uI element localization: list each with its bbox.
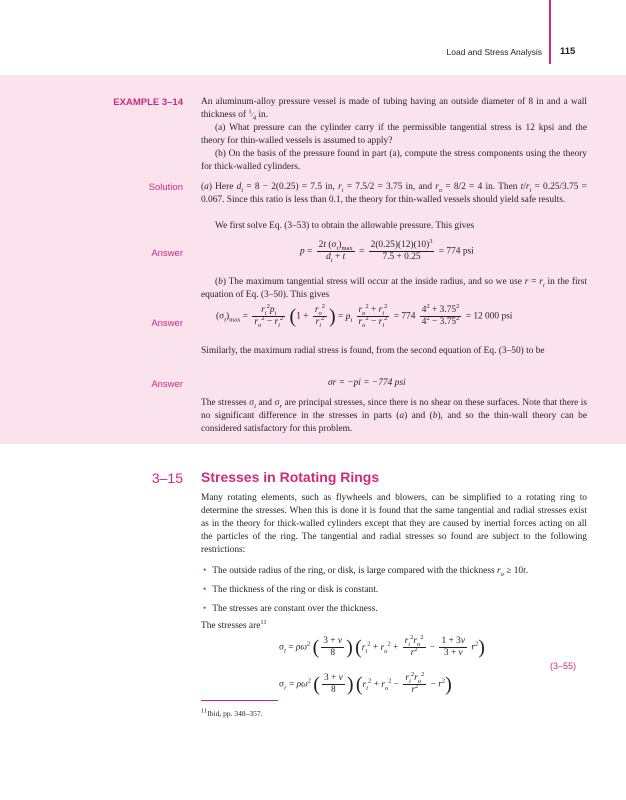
bullet-item-1: • The outside radius of the ring, or disk, is large compared with the thickness $r_o \ge 10t$. <box>203 566 529 578</box>
stresses-are-text <box>201 620 267 633</box>
bullet-item-2: • The thickness of the ring or disk is constant. <box>203 585 379 595</box>
example-problem-intro: An aluminum-alloy pressure vessel is made of tubing having an outside diameter of 8 in and a wall thickness of $^1⁄_4$ in. <box>201 97 587 122</box>
solution-paragraph-2: We first solve Eq. (3–53) to obtain the allowable pressure. This gives <box>215 221 475 231</box>
equation-radial-rotating: $\sigma_r = \rho\omega^2$ ( $\frac{3 + \nu}{8}$ ) ($r_i^2 + r_o^2$ − $\frac{r_i^2r_o^2}{r^2}$ − $r^2$) <box>279 670 452 696</box>
answer-label-1: Answer <box>151 248 183 259</box>
example-part-b: (b) On the basis of the pressure found in part (a), compute the stress components using the theory for thick-walled cylinders. <box>201 149 587 172</box>
section-number: 3–15 <box>151 470 183 486</box>
section-title: Stresses in Rotating Rings <box>201 469 380 485</box>
footnote-text: Ibid, pp. 348–357. <box>207 709 263 718</box>
answer-label-3: Answer <box>151 379 183 390</box>
eq1-result: = 774 psi <box>438 246 474 257</box>
closing-paragraph: The stresses $\sigma_t$ and $\sigma_r$ are principal stresses, since there is no shear on these surfaces. Note that there is no significant difference in the stresses in parts (a) and (b), and so the thin-wall theory can be considered satisfactory for this problem. <box>201 398 588 434</box>
eq2-result: = 12 000 psi <box>465 311 513 322</box>
equation-max-tangential-stress: $(\sigma_t)_{max}$ = $\frac{r_i^2p_i}{r_o^2 - r_i^2}$ (1 + $\frac{r_o^2}{r_i^2}$ ) = $p_i$ $\frac{r_o^2 + r_i^2}{r_o^2 - r_i^2}$ = 774 $\frac{4^2 + 3.75^2}{4^2 - 3.75^2}$ = 12 000 psi <box>216 302 513 329</box>
bullet-item-3: • The stresses are constant over the thickness. <box>203 604 378 614</box>
solution-paragraph: (a) Here $d_i = 8 - 2(0.25) = 7.5$ in, $r_i = 7.5/2 = 3.75$ in, and $r_o = 8/2 = 4$ in. Then $t/r_i = 0.25/3.75 = 0.067$. Since this ratio is less than 0.1, the theory for thin-walled vessels should yield safe results. <box>201 182 587 205</box>
similarly-paragraph: Similarly, the maximum radial stress is found, from the second equation of Eq. (3–50) to be <box>201 346 545 356</box>
stresses-are-label: The stresses are <box>201 621 261 631</box>
header-accent-rule <box>549 0 551 64</box>
section-intro: Many rotating elements, such as flywheels and blowers, can be simplified to a rotating ring to determine the stresses. When this is done it is found that the same tangential and radial stresses exist as in the theory for thick-walled cylinders except that they are caused by inertial forces acting on all the particles of the ring. The tangential and radial stresses so found are subject to the following restrictions: <box>201 493 587 555</box>
bullet-item-2-text: The thickness of the ring or disk is constant. <box>212 585 379 595</box>
footnote-marker: 11 <box>201 707 208 715</box>
footnote-rule <box>201 700 278 701</box>
equation-tangential-rotating: $\sigma_t = \rho\omega^2$ ( $\frac{3 + \nu}{8}$ ) ($r_i^2 + r_o^2$ + $\frac{r_i^2r_o^2}{r^2}$ − $\frac{1 + 3\nu}{3 + \nu}$ $r^2$) <box>279 633 485 659</box>
page-number: 115 <box>560 46 576 57</box>
footnote-reference: 11 <box>260 618 267 626</box>
equation-max-radial-stress: σr = −pi = −774 psi <box>328 378 406 388</box>
running-title: Load and Stress Analysis <box>446 47 542 57</box>
part-b-solution: (b) The maximum tangential stress will occur at the inside radius, and so we use $r = r_i$ in the first equation of Eq. (3–50). This gives <box>201 277 587 300</box>
example-part-a: (a) What pressure can the cylinder carry if the permissible tangential stress is 12 kpsi and the theory for thin-walled vessels is assumed to apply? <box>201 123 587 146</box>
solution-label: Solution <box>148 182 183 193</box>
footnote <box>201 709 262 718</box>
answer-label-2: Answer <box>151 318 183 329</box>
bullet-item-3-text: The stresses are constant over the thickness. <box>212 604 378 614</box>
example-label: EXAMPLE 3–14 <box>113 97 183 108</box>
equation-allowable-pressure: p = $\frac{2t (\sigma_t)_{max}}{d_i + t}$ = $\frac{2(0.25)(12)(10)^3}{7.5 + 0.25}$ = 774 psi <box>300 237 474 264</box>
equation-number: (3–55) <box>550 661 577 671</box>
